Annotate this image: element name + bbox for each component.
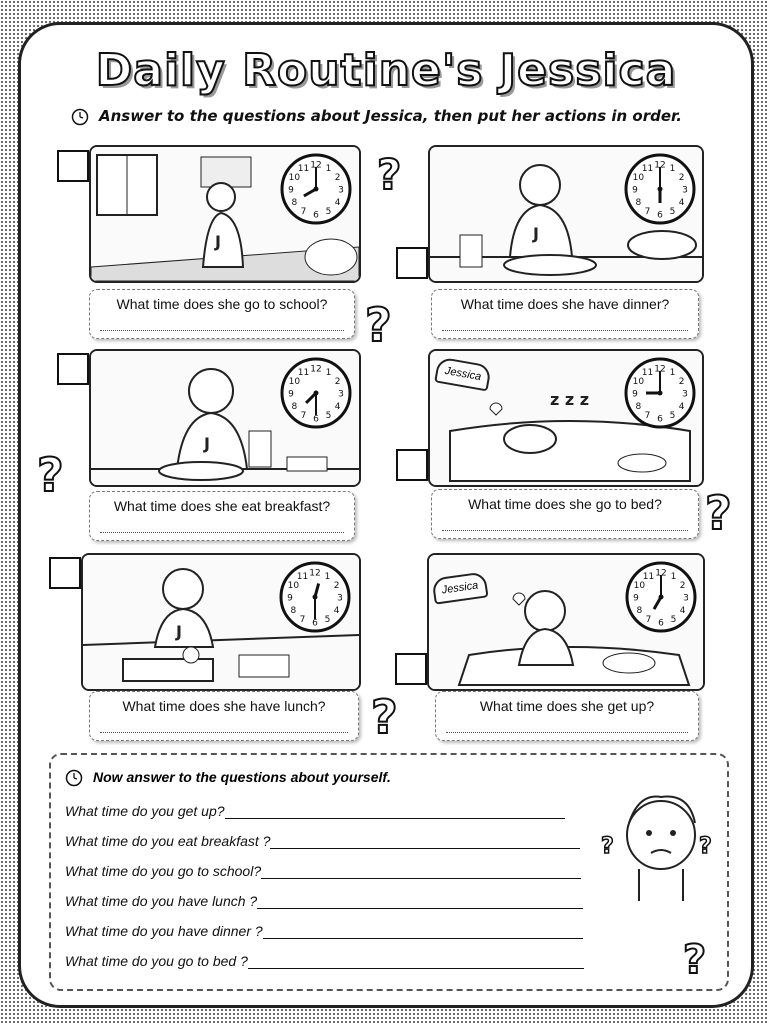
- self-question-row: [65, 953, 584, 969]
- clock-dinner: [622, 151, 698, 227]
- clock-numeral: 1: [325, 163, 332, 174]
- instruction: [71, 107, 682, 126]
- order-box-getup[interactable]: [395, 653, 427, 685]
- question-box-bed: [431, 489, 699, 539]
- order-box-breakfast[interactable]: [57, 353, 89, 385]
- clock-pivot: [314, 391, 319, 396]
- clock-numeral: 3: [337, 593, 343, 604]
- self-question-row: [65, 893, 583, 909]
- clock-numeral: 10: [288, 173, 301, 183]
- clock-numeral: 9: [632, 185, 638, 196]
- self-questions-section: [49, 753, 729, 991]
- question-box-school: [89, 289, 355, 339]
- svg-text:?: ?: [683, 937, 707, 979]
- clock-numeral: 4: [678, 402, 685, 412]
- panel-getup: [427, 553, 705, 691]
- clock-numeral: 12: [654, 364, 666, 375]
- clock-getup: [623, 559, 699, 635]
- cap-label-bed: Jessica: [434, 357, 492, 392]
- clock-numeral: 9: [633, 593, 639, 604]
- clock-numeral: 1: [670, 571, 677, 582]
- svg-text:z z z: z z z: [550, 390, 590, 409]
- clock-school: [278, 151, 354, 227]
- clock-numeral: 9: [288, 185, 294, 196]
- clock-numeral: 11: [297, 367, 310, 378]
- clock-numeral: 1: [325, 367, 332, 378]
- question-getup: What time does she get up?: [479, 698, 655, 714]
- clock-numeral: 5: [669, 411, 676, 422]
- clock-pivot: [658, 391, 663, 396]
- self-question-row: [65, 863, 581, 879]
- self-section-heading: [65, 769, 391, 787]
- clock-numeral: 8: [635, 402, 642, 412]
- clock-numeral: 12: [310, 364, 322, 375]
- clock-numeral: 10: [288, 377, 301, 387]
- clock-numeral: 11: [641, 367, 654, 378]
- clock-breakfast: [278, 355, 354, 431]
- clock-numeral: 8: [291, 198, 298, 208]
- answer-line-breakfast[interactable]: [100, 532, 344, 533]
- svg-text:?: ?: [699, 834, 712, 859]
- cap-label-getup: Jessica: [431, 571, 488, 604]
- clock-numeral: 9: [288, 389, 294, 400]
- clock-pivot: [658, 187, 663, 192]
- question-box-getup: [435, 691, 699, 741]
- panel-bed: [428, 349, 704, 487]
- clock-numeral: 3: [682, 389, 688, 400]
- self-question-breakfast: What time do you eat breakfast ?: [65, 833, 271, 849]
- clock-numeral: 9: [287, 593, 293, 604]
- self-question-school: What time do you go to school?: [65, 863, 262, 879]
- clock-numeral: 7: [299, 615, 306, 626]
- clock-numeral: 2: [678, 377, 685, 387]
- question-box-dinner: [431, 289, 699, 339]
- self-question-lunch: What time do you have lunch ?: [65, 893, 258, 909]
- clock-numeral: 12: [654, 160, 666, 171]
- clock-numeral: 6: [658, 618, 664, 629]
- answer-line-getup[interactable]: [446, 732, 688, 733]
- clock-numeral: 9: [632, 389, 638, 400]
- clock-numeral: 4: [679, 606, 686, 616]
- svg-text:J: J: [176, 622, 182, 641]
- worksheet: [18, 22, 754, 1008]
- clock-numeral: 7: [645, 615, 652, 626]
- clock-numeral: 4: [334, 402, 341, 412]
- svg-text:?: ?: [601, 834, 614, 859]
- panel-breakfast: [89, 349, 361, 487]
- question-bed: What time does she go to bed?: [468, 496, 662, 512]
- clock-numeral: 5: [670, 615, 677, 626]
- question-mark-icon: [373, 149, 409, 195]
- question-mark-icon: [701, 483, 737, 539]
- self-question-bed: What time do you go to bed ?: [65, 953, 248, 969]
- clock-pivot: [659, 595, 664, 600]
- question-mark-icon: [681, 935, 711, 979]
- question-mark-icon: [367, 687, 403, 743]
- clock-numeral: 7: [300, 207, 307, 218]
- self-question-dinner: What time do you have dinner ?: [65, 923, 263, 939]
- clock-numeral: 3: [338, 185, 344, 196]
- clock-lunch: [277, 559, 353, 635]
- self-question-row: [65, 833, 580, 849]
- instruction-text: Answer to the questions about Jessica, then put her actions in order.: [99, 107, 682, 125]
- clock-numeral: 3: [338, 389, 344, 400]
- question-mark-icon: [33, 445, 69, 501]
- question-breakfast: What time does she eat breakfast?: [113, 498, 331, 514]
- answer-line-bed[interactable]: [442, 530, 688, 531]
- clock-numeral: 6: [313, 414, 319, 425]
- clock-numeral: 10: [287, 581, 300, 591]
- clock-pivot: [313, 595, 318, 600]
- clock-numeral: 7: [644, 207, 651, 218]
- clock-numeral: 7: [300, 411, 307, 422]
- order-box-bed[interactable]: [396, 449, 428, 481]
- order-box-school[interactable]: [57, 150, 89, 182]
- svg-text:J: J: [533, 224, 539, 243]
- clock-numeral: 5: [325, 207, 332, 218]
- clock-numeral: 8: [291, 402, 298, 412]
- clock-numeral: 6: [313, 210, 319, 221]
- clock-numeral: 10: [632, 377, 645, 387]
- self-section-heading-text: Now answer to the questions about yourself.: [93, 769, 391, 785]
- question-mark-icon: [361, 295, 397, 351]
- clock-numeral: 2: [678, 173, 685, 183]
- clock-numeral: 7: [644, 411, 651, 422]
- clock-numeral: 4: [334, 198, 341, 208]
- clock-numeral: 12: [309, 568, 321, 579]
- panel-dinner: [428, 145, 704, 283]
- thinking-child-illustration: [599, 783, 719, 903]
- clock-numeral: 4: [333, 606, 340, 616]
- question-school: What time does she go to school?: [116, 296, 328, 312]
- clock-numeral: 5: [324, 615, 331, 626]
- panel-school: [89, 145, 361, 283]
- svg-text:?: ?: [705, 486, 732, 539]
- clock-numeral: 8: [636, 606, 643, 616]
- answer-blank[interactable]: [263, 938, 583, 939]
- question-box-breakfast: [89, 491, 355, 541]
- clock-numeral: 3: [682, 185, 688, 196]
- title-text: Daily Routine's Jessica: [95, 45, 677, 96]
- clock-numeral: 12: [655, 568, 667, 579]
- clock-numeral: 11: [296, 571, 309, 582]
- answer-line-dinner[interactable]: [442, 330, 688, 331]
- svg-text:?: ?: [37, 448, 64, 501]
- svg-text:?: ?: [371, 690, 398, 743]
- clock-numeral: 10: [633, 581, 646, 591]
- answer-blank[interactable]: [248, 968, 584, 969]
- svg-text:?: ?: [377, 150, 402, 195]
- clock-numeral: 11: [297, 163, 310, 174]
- clock-numeral: 2: [333, 581, 340, 591]
- clock-icon: [65, 769, 83, 787]
- order-box-lunch[interactable]: [49, 557, 81, 589]
- answer-blank[interactable]: [257, 908, 583, 909]
- clock-numeral: 11: [642, 571, 655, 582]
- clock-numeral: 1: [669, 367, 676, 378]
- worksheet-title: [21, 45, 751, 96]
- clock-numeral: 8: [290, 606, 297, 616]
- answer-blank[interactable]: [270, 848, 580, 849]
- clock-numeral: 1: [669, 163, 676, 174]
- answer-line-school[interactable]: [100, 330, 344, 331]
- answer-line-lunch[interactable]: [100, 732, 348, 733]
- clock-numeral: 2: [679, 581, 686, 591]
- clock-numeral: 6: [657, 210, 663, 221]
- self-question-row: [65, 923, 583, 939]
- order-box-dinner[interactable]: [396, 247, 428, 279]
- self-question-row: [65, 803, 565, 819]
- question-box-lunch: [89, 691, 359, 741]
- clock-numeral: 6: [312, 618, 318, 629]
- clock-pivot: [314, 187, 319, 192]
- clock-numeral: 8: [635, 198, 642, 208]
- question-dinner: What time does she have dinner?: [460, 296, 670, 312]
- self-question-getup: What time do you get up?: [65, 803, 225, 819]
- clock-bed: [622, 355, 698, 431]
- clock-numeral: 2: [334, 173, 341, 183]
- clock-numeral: 2: [334, 377, 341, 387]
- clock-numeral: 11: [641, 163, 654, 174]
- svg-text:?: ?: [365, 298, 392, 351]
- clock-numeral: 4: [678, 198, 685, 208]
- svg-text:J: J: [215, 232, 221, 251]
- clock-numeral: 10: [632, 173, 645, 183]
- answer-blank[interactable]: [261, 878, 581, 879]
- clock-numeral: 1: [324, 571, 331, 582]
- clock-numeral: 3: [683, 593, 689, 604]
- clock-numeral: 12: [310, 160, 322, 171]
- clock-numeral: 5: [669, 207, 676, 218]
- clock-numeral: 5: [325, 411, 332, 422]
- panel-lunch: [81, 553, 361, 691]
- svg-text:J: J: [204, 434, 210, 453]
- answer-blank[interactable]: [225, 818, 565, 819]
- question-lunch: What time does she have lunch?: [122, 698, 326, 714]
- clock-numeral: 6: [657, 414, 663, 425]
- clock-icon: [71, 108, 89, 126]
